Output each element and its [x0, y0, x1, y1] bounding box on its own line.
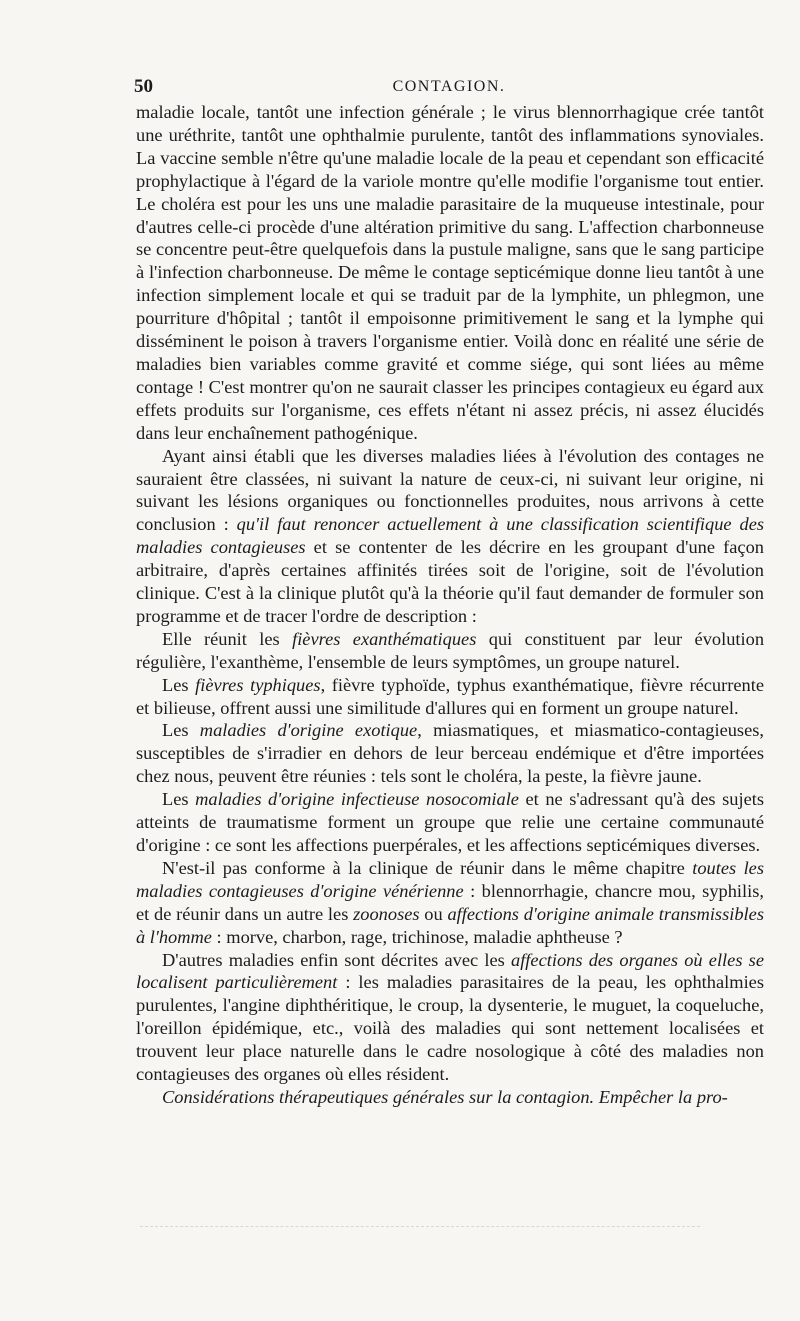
italic-phrase: maladies d'origine infectieuse nosocomiale	[195, 789, 519, 810]
text-run: , fièvre typhoïde, typhus exanthématique, fièvre récurrente et bilieuse, offrent aussi une similitude d'allures qui en forment un groupe naturel.	[136, 674, 765, 718]
italic-phrase: affections des organes où elles se localisent particulièrement	[136, 949, 764, 993]
text-run: D'autres maladies enfin sont décrites avec les	[162, 949, 511, 970]
paragraph	[136, 445, 764, 628]
paragraph	[136, 949, 764, 1086]
text-run: Les	[162, 789, 196, 810]
text-run: : morve, charbon, rage, trichinose, maladie aphtheuse ?	[211, 926, 623, 947]
italic-phrase: toutes les maladies contagieuses d'origine vénérienne	[136, 857, 764, 901]
paragraph	[136, 674, 764, 720]
text-run: et ne s'adressant qu'à des sujets atteints de traumatisme forment un groupe que relie une certaine communauté d'origine : ce sont les affections puerpérales, et les affections septicémiques diverses.	[136, 789, 764, 855]
italic-phrase: Empêcher la pro-	[598, 1086, 728, 1107]
body-text	[136, 101, 764, 1109]
page-number: 50	[134, 76, 153, 97]
paragraph	[136, 1086, 764, 1109]
italic-phrase: Considérations thérapeutiques générales sur la contagion.	[162, 1086, 595, 1107]
text-run: Les	[162, 674, 196, 695]
paragraph	[136, 857, 764, 949]
page-header	[134, 76, 764, 102]
text-run: Elle réunit les	[162, 628, 293, 649]
bleed-through-rule	[140, 1226, 700, 1227]
paragraph	[136, 719, 764, 788]
paragraph	[136, 101, 764, 445]
text-run: : blennorrhagie, chancre mou, syphilis, et de réunir dans un autre les	[136, 880, 764, 924]
paragraph	[136, 628, 764, 674]
text-run: : les maladies parasitaires de la peau, les ophthalmies purulentes, l'angine diphthéritique, le croup, la dysenterie, le muguet, la coqueluche, l'oreillon épidémique, etc., voilà des maladies qui sont nettement localisées et trouvent leur place naturelle dans le cadre nosologique à côté des maladies non contagieuses des organes où elles résident.	[136, 972, 764, 1085]
running-title: CONTAGION.	[392, 78, 506, 95]
text-run: maladie locale, tantôt une infection générale ; le virus blennorrhagique crée tantôt une uréthrite, tantôt une ophthalmie purulente, tantôt des inflammations synoviales. La vaccine semble n'être qu'une maladie locale de la peau et cependant son efficacité prophylactique à l'égard de la variole montre qu'elle modifie l'organisme tout entier. Le choléra est pour les uns une maladie parasitaire de la muqueuse intestinale, pour d'autres celle-ci procède d'une altération primitive du sang. L'affection charbonneuse se concentre peut-être quelquefois dans la pustule maligne, sans que le sang participe à l'infection charbonneuse. De même le contage septicémique donne lieu tantôt à une infection simplement locale et qui se traduit par de la lymphite, un phlegmon, une pourriture d'hôpital ; tantôt il empoisonne primitivement le sang et la lymphe qui disséminent le poison à travers l'organisme entier. Voilà donc en réalité une série de maladies bien variables comme gravité et comme siége, qui sont liées au même contage ! C'est montrer qu'on ne saurait classer les principes contagieux eu égard aux effets produits sur l'organisme, ces effets n'étant ni assez précis, ni assez élucidés dans leur enchaînement pathogénique.	[136, 102, 764, 443]
text-run: ou	[419, 903, 448, 924]
text-run: qui constituent par leur évolution régulière, l'exanthème, l'ensemble de leurs symptômes, un groupe naturel.	[136, 628, 765, 672]
italic-phrase: maladies d'origine exotique	[199, 720, 418, 741]
italic-phrase: zoonoses	[353, 903, 420, 924]
text-run: Les	[162, 720, 200, 741]
italic-phrase: fièvres typhiques	[195, 674, 321, 695]
italic-phrase: qu'il faut renoncer actuellement à une classification scientifique des maladies contagieuses	[136, 514, 765, 558]
text-run: N'est-il pas conforme à la clinique de réunir dans le même chapitre	[162, 857, 693, 878]
paragraph	[136, 788, 764, 857]
text-run: et se contenter de les décrire en les groupant d'une façon arbitraire, d'après certaines affinités tirées soit de l'origine, soit de l'évolution clinique. C'est à la clinique plutôt qu'à la théorie qu'il faut demander de formuler son programme et de tracer l'ordre de description :	[136, 537, 764, 626]
text-run: Ayant ainsi établi que les diverses maladies liées à l'évolution des contages ne sauraient être classées, ni suivant la nature de ceux-ci, ni suivant leur origine, ni suivant les lésions organiques ou fonctionnelles produites, nous arrivons à cette conclusion :	[136, 445, 764, 535]
text-run: , miasmatiques, et miasmatico-contagieuses, susceptibles de s'irradier en dehors de leur berceau endémique et d'être importées chez nous, peuvent être réunies : tels sont le choléra, la peste, la fièvre jaune.	[136, 720, 765, 787]
italic-phrase: fièvres exanthématiques	[292, 628, 477, 649]
italic-phrase: affections d'origine animale transmissibles à l'homme	[136, 903, 764, 947]
